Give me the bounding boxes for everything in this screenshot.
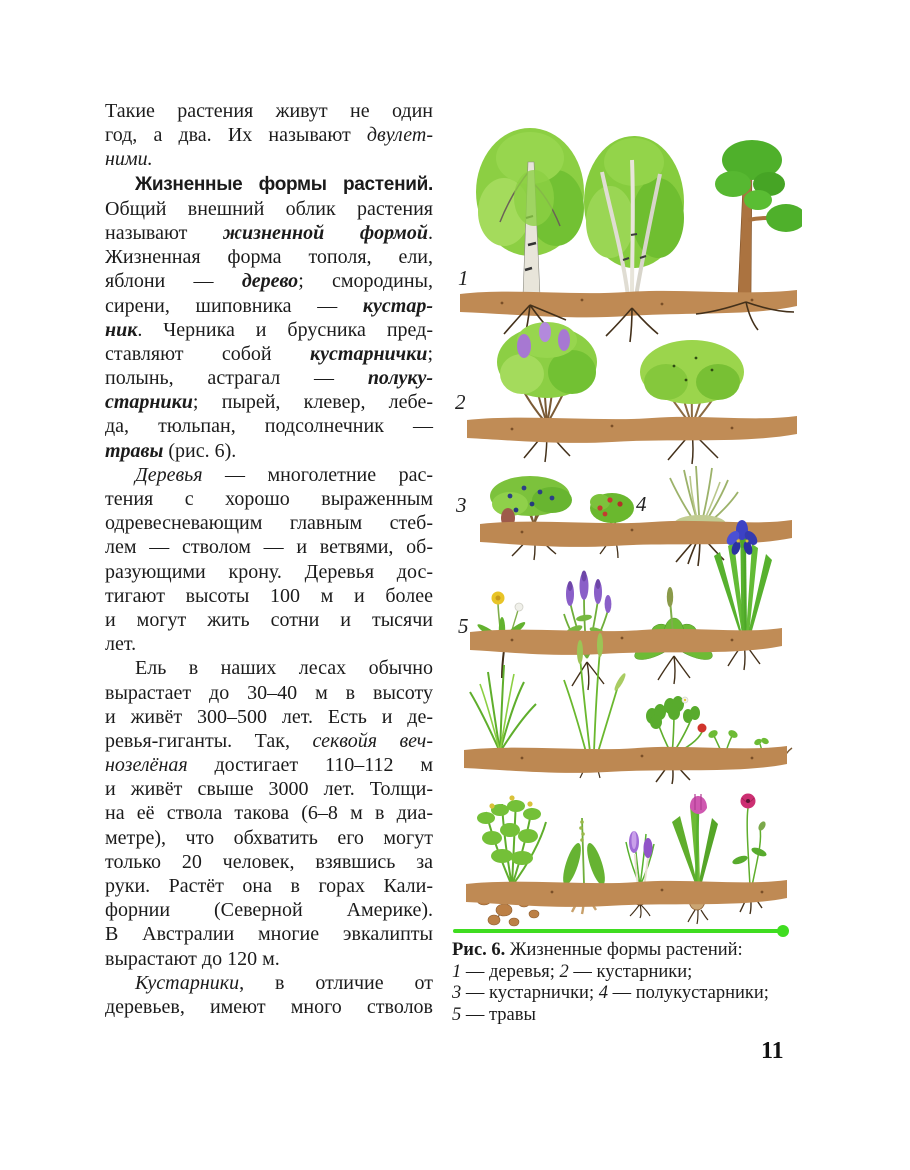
text-line: Кустарники, в отличие от <box>135 971 433 994</box>
sedge-grass-icon <box>470 665 536 752</box>
text-line: полынь, астрагал — полуку- <box>105 367 433 390</box>
text-line: на её ствола такова (6–8 м в диа- <box>105 802 433 825</box>
multistem-birch-icon <box>584 136 684 296</box>
herbs-row-2 <box>464 633 792 784</box>
figure-rule <box>453 929 783 933</box>
birch-tree-icon <box>476 128 584 296</box>
text-line: тения с хорошо выраженным <box>105 488 433 510</box>
figure-row-label-1: 1 <box>458 266 469 290</box>
text-line: год, а два. Их называют двулет- <box>105 124 433 147</box>
text-line: старники; пырей, клевер, лебе- <box>105 391 433 414</box>
text-line: ставляют собой кустарнички; <box>105 342 433 365</box>
text-line: лет. <box>105 633 137 656</box>
text-line: разующими крону. Деревья дос- <box>105 560 433 583</box>
text-line: В Австралии многие эвкалипты <box>105 923 433 946</box>
shrubs-row <box>467 322 797 464</box>
life-forms-illustration <box>452 100 802 935</box>
text-line: и могут жить сотни и тысячи <box>105 608 433 631</box>
page-number: 11 <box>761 1038 784 1064</box>
text-line: вырастает до 30–40 м в высоту <box>105 681 433 704</box>
caption-line: 1 — деревья; 2 — кустарники; <box>452 961 693 982</box>
text-line: Такие растения живут не один <box>105 100 433 122</box>
pine-tree-icon <box>715 140 802 296</box>
text-line: только 20 человек, взявшись за <box>105 850 433 873</box>
text-line: ревья-гиганты. Так, секвойя веч- <box>105 729 433 752</box>
wormwood-semishrub-icon <box>670 466 738 566</box>
strawberry-icon <box>646 696 722 784</box>
text-line: Ель в наших лесах обычно <box>135 657 433 680</box>
sage-herb-icon <box>564 571 611 691</box>
text-line: лем — стволом — и ветвями, об- <box>105 536 433 559</box>
text-line: деревьев, имеют много стволов <box>105 995 433 1018</box>
herbs-row-1 <box>470 520 782 690</box>
crocus-icon <box>626 831 654 918</box>
text-line: тигают высоты 100 м и более <box>105 584 433 607</box>
text-line: ник. Черника и брусника пред- <box>105 318 433 341</box>
text-line: и живёт свыше 3000 лет. Толщи- <box>105 778 433 801</box>
text-line: да, тюльпан, подсолнечник — <box>105 415 433 438</box>
text-line: метре), что обхватить его могут <box>105 826 433 849</box>
blueberry-shrub-icon <box>490 476 572 560</box>
text-line: Жизненная форма тополя, ели, <box>105 246 433 269</box>
text-line: форнии (Северной Америке). <box>105 899 433 922</box>
caption-line: 5 — травы <box>452 1004 536 1025</box>
tulip-icon <box>672 794 718 924</box>
text-line: и живёт 300–500 лет. Есть и де- <box>105 705 433 728</box>
potato-plant-icon <box>477 795 546 926</box>
text-line: руки. Растёт она в горах Кали- <box>105 875 433 897</box>
text-line: Жизненные формы растений. <box>135 173 433 195</box>
caption-line: Рис. 6. Жизненные формы растений: <box>452 940 743 960</box>
caption-line: 3 — кустарнички; 4 — полукустарники; <box>452 983 769 1003</box>
text-line: яблони — дерево; смородины, <box>105 270 433 293</box>
ground-strip-5 <box>464 746 787 773</box>
figure-row-label-2: 2 <box>455 390 466 414</box>
text-column <box>105 99 433 1019</box>
text-line: сирени, шиповника — кустар- <box>105 294 433 317</box>
herbs-row-3 <box>466 794 787 927</box>
text-line: нозелёная достигает 110–112 м <box>105 754 433 777</box>
text-line: ними. <box>105 148 153 171</box>
ground-strip-2 <box>467 416 797 443</box>
text-line: травы (рис. 6). <box>105 439 237 462</box>
spiraea-shrub-icon <box>640 340 744 464</box>
figure-row-label-3: 3 <box>456 493 467 517</box>
text-line: Общий внешний облик растения <box>105 197 433 220</box>
text-line: называют жизненной формой. <box>105 221 433 244</box>
rule-end-dot <box>777 925 789 937</box>
text-line: одревесневающим главным стеб- <box>105 512 433 535</box>
ground-strip-4 <box>470 628 782 655</box>
figure-caption <box>452 940 820 1026</box>
figure-row-label-5: 5 <box>458 614 469 638</box>
ground-strip-1 <box>460 290 797 342</box>
text-line: Деревья — многолетние рас- <box>135 463 433 486</box>
ground-strip-6 <box>466 880 787 907</box>
trees-row <box>460 128 802 342</box>
text-line: вырастают до 120 м. <box>105 947 280 970</box>
figure-row-label-4: 4 <box>636 492 647 516</box>
